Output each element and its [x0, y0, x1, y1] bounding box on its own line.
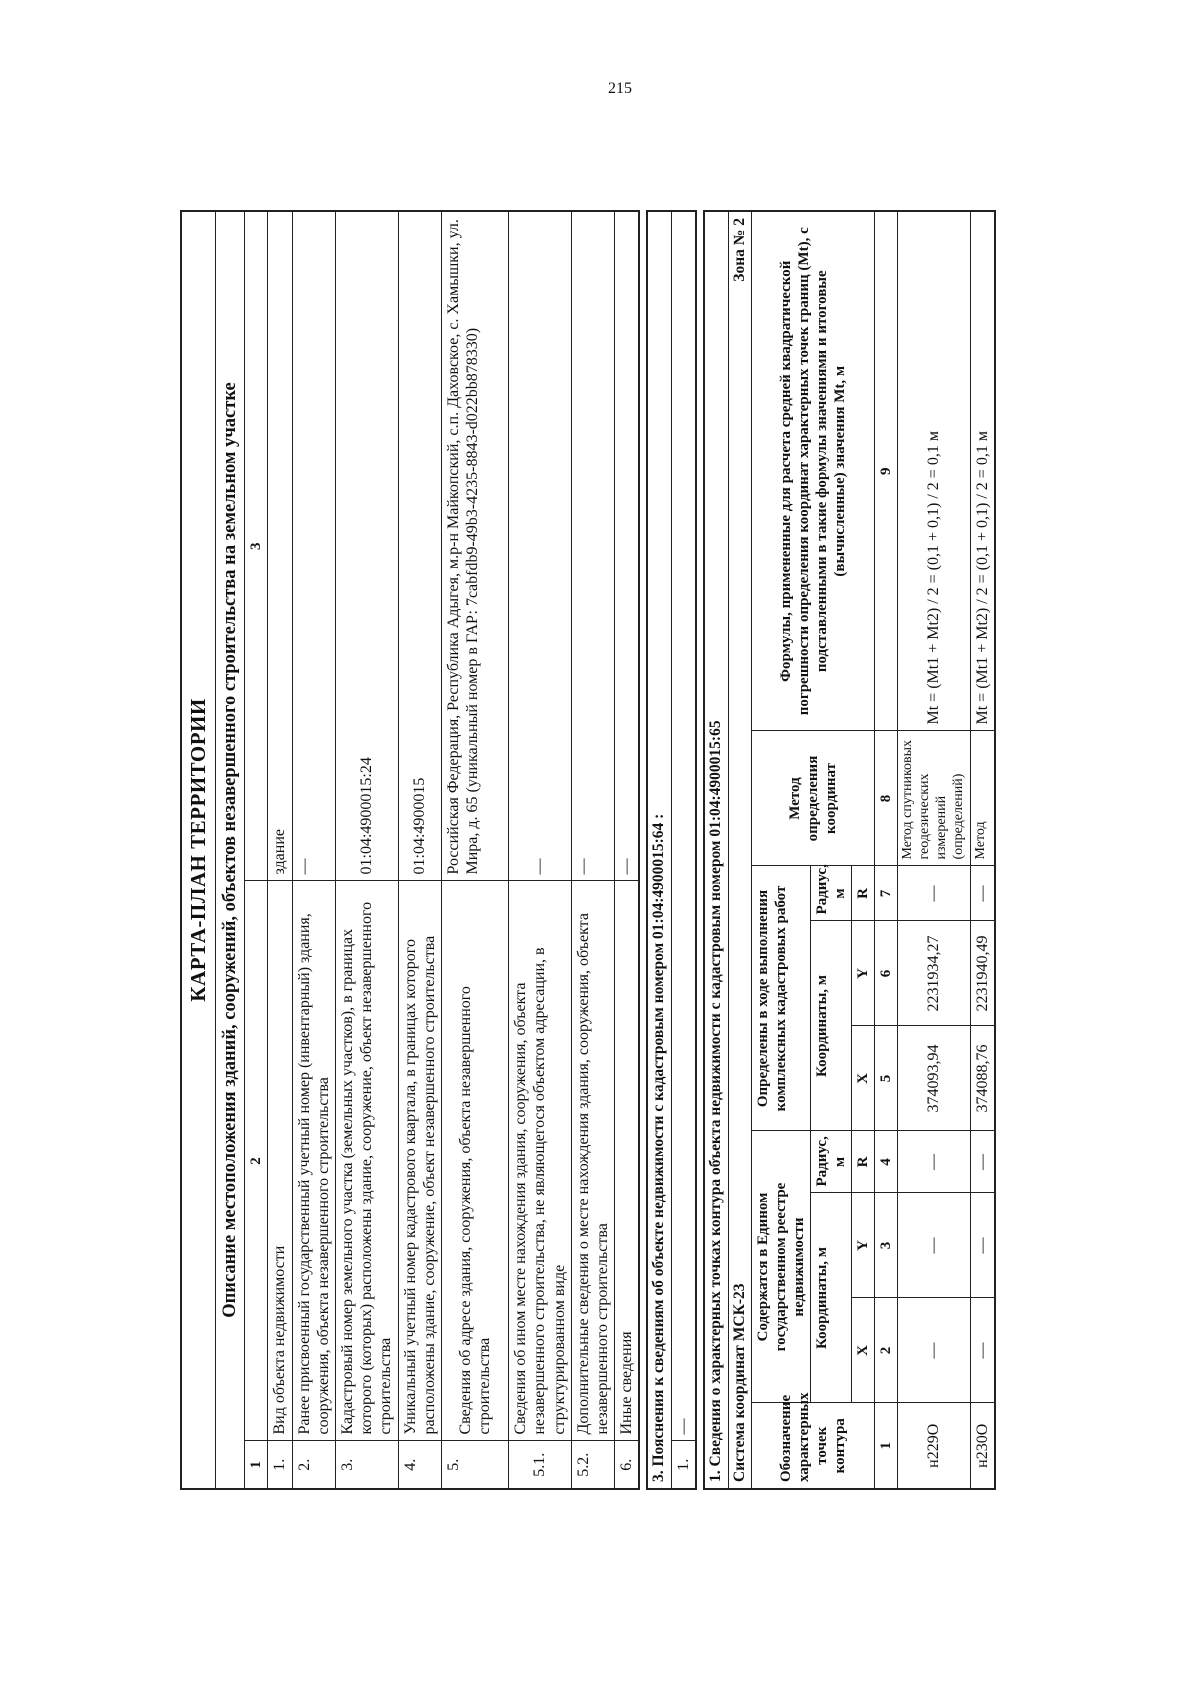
row-value: —	[671, 211, 696, 1441]
cell-method: Метод	[970, 731, 995, 866]
cell-y-complex: 2231934,27	[898, 921, 970, 1026]
cell-y-egrn: —	[970, 1193, 995, 1298]
notes-section-title: 3. Пояснения к сведениям об объекте недвижимости с кадастровым номером 01:04:4900015:64 :	[647, 211, 671, 1489]
cell-y-complex: 2231940,49	[970, 921, 995, 1026]
column-number: 2	[875, 1298, 898, 1403]
cell-y-egrn: —	[898, 1193, 970, 1298]
row-name: Дополнительные сведения о месте нахождения здания, сооружения, объекта незавершенного строительства	[571, 881, 614, 1441]
document-title: КАРТА-ПЛАН ТЕРРИТОРИИ	[181, 211, 216, 1489]
column-number: 8	[875, 731, 898, 866]
row-value: —	[292, 211, 335, 881]
header-x: X	[852, 1026, 875, 1131]
header-y: Y	[852, 1193, 875, 1298]
header-complex: Определены в ходе выполнения комплексных кадастровых работ	[752, 866, 811, 1131]
row-value: —	[615, 211, 640, 881]
table-row	[268, 211, 292, 1489]
row-value: Российская Федерация, Республика Адыгея, м.р-н Майкопский, с.п. Даховское, с. Хамышки, ул. Мира, д. 65 (уникальный номер в ГАР: 7cabfdb9-49b3-4235-8843-d022bb878330)	[441, 211, 508, 881]
column-number: 6	[875, 921, 898, 1026]
header-coords-complex: Координаты, м	[811, 921, 852, 1131]
row-value: —	[571, 211, 614, 881]
column-number: 4	[875, 1131, 898, 1193]
row-value: 01:04:4900015	[398, 211, 441, 881]
row-number: 5.1.	[509, 1441, 572, 1489]
col-header-1: 1	[245, 1441, 268, 1489]
row-name: Вид объекта недвижимости	[268, 881, 292, 1441]
column-number-row	[875, 211, 898, 1489]
table-row	[615, 211, 640, 1489]
row-name: Сведения об адресе здания, сооружения, объекта незавершенного строительства	[441, 881, 508, 1441]
description-section-title: Описание местоположения зданий, сооружений, объектов незавершенного строительства на земельном участке	[216, 211, 245, 1489]
cell-x-egrn: —	[898, 1298, 970, 1403]
header-radius-egrn: Радиус, м	[811, 1131, 852, 1193]
column-number: 3	[875, 1193, 898, 1298]
row-number: 6.	[615, 1441, 640, 1489]
header-coords-egrn: Координаты, м	[811, 1193, 852, 1403]
cell-r-complex: —	[898, 866, 970, 921]
row-number: 2.	[292, 1441, 335, 1489]
header-egrn: Содержатся в Едином государственном реестре недвижимости	[752, 1131, 811, 1403]
header-r: R	[852, 866, 875, 921]
header-designation: Обозначение характерных точек контура	[752, 1403, 875, 1489]
page-number: 215	[608, 80, 632, 97]
description-table	[180, 210, 640, 1490]
cell-x-complex: 374093,94	[898, 1026, 970, 1131]
cell-formula: Mt = (Mt1 + Mt2) / 2 = (0,1 + 0,1) / 2 = 0,1 м	[970, 211, 995, 731]
table-row	[970, 211, 995, 1489]
column-number: 1	[875, 1403, 898, 1489]
cell-method: Метод спутниковых геодезических измерений (определений)	[898, 731, 970, 866]
row-number: 5.2.	[571, 1441, 614, 1489]
row-value: здание	[268, 211, 292, 881]
row-number: 4.	[398, 1441, 441, 1489]
col-header-3: 3	[245, 211, 268, 881]
table-row	[441, 211, 508, 1489]
row-number: 5.	[441, 1441, 508, 1489]
row-name: Уникальный учетный номер кадастрового квартала, в границах которого расположены здание, сооружение, объект незавершенного строительства	[398, 881, 441, 1441]
points-section-title: 1. Сведения о характерных точках контура объекта недвижимости с кадастровым номером 01:04:4900015:65	[704, 211, 728, 1489]
header-y: Y	[852, 921, 875, 1026]
notes-table	[646, 210, 697, 1490]
cell-r-complex: —	[970, 866, 995, 921]
column-number: 7	[875, 866, 898, 921]
table-row	[898, 211, 970, 1489]
row-number: 1.	[268, 1441, 292, 1489]
header-method: Метод определения координат	[752, 731, 875, 866]
table-row	[671, 211, 696, 1489]
table-row	[571, 211, 614, 1489]
row-value: 01:04:4900015:24	[335, 211, 398, 881]
cell-r-egrn: —	[898, 1131, 970, 1193]
cell-r-egrn: —	[970, 1131, 995, 1193]
zone-label: Зона № 2	[728, 211, 752, 866]
header-radius-complex: Радиус, м	[811, 866, 852, 921]
header-x: X	[852, 1298, 875, 1403]
cell-formula: Mt = (Mt1 + Mt2) / 2 = (0,1 + 0,1) / 2 = 0,1 м	[898, 211, 970, 731]
cell-x-egrn: —	[970, 1298, 995, 1403]
column-number: 5	[875, 1026, 898, 1131]
row-name: Сведения об ином месте нахождения здания, сооружения, объекта незавершенного строительства, не являющегося объектом адресации, в структурированном виде	[509, 881, 572, 1441]
col-header-2: 2	[245, 881, 268, 1441]
table-row	[292, 211, 335, 1489]
table-row	[509, 211, 572, 1489]
table-row	[398, 211, 441, 1489]
coordinate-system: Система координат МСК-23	[728, 866, 752, 1489]
cell-x-complex: 374088,76	[970, 1026, 995, 1131]
row-number: 1.	[671, 1441, 696, 1489]
row-name: Кадастровый номер земельного участка (земельных участков), в границах которого (которых) расположены здание, сооружение, объект незавершенного строительства	[335, 881, 398, 1441]
column-number: 9	[875, 211, 898, 731]
header-r: R	[852, 1131, 875, 1193]
row-name: Иные сведения	[615, 881, 640, 1441]
row-number: 3.	[335, 1441, 398, 1489]
row-value: —	[509, 211, 572, 881]
points-table	[703, 210, 996, 1490]
header-formula: Формулы, примененные для расчета средней квадратической погрешности определения координат характерных точек границ (Mt), с подставленными в такие формулы значениями и итоговые (вычисленные) значения Mt, м	[752, 211, 875, 731]
rotated-document-sheet	[180, 210, 1050, 1490]
row-name: Ранее присвоенный государственный учетный номер (инвентарный) здания, сооружения, объекта незавершенного строительства	[292, 881, 335, 1441]
point-name: н229О	[898, 1403, 970, 1489]
table-row	[335, 211, 398, 1489]
point-name: н230О	[970, 1403, 995, 1489]
